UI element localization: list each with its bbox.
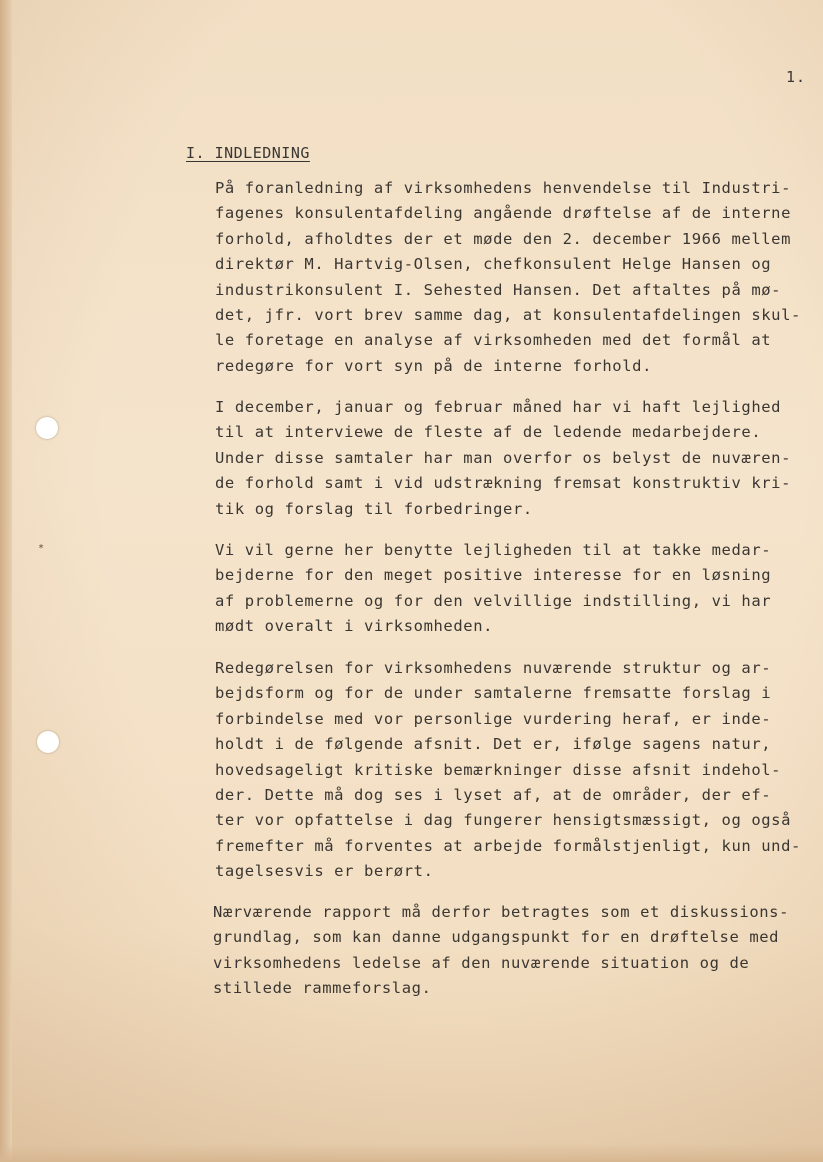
paragraph-1: På foranledning af virksomhedens henvendelse til Industri- fagenes konsulentafdeling angående drøftelse af de interne forhold, afholdtes der et møde den 2. december 1966 mellem direktør M. Hartvig-Olsen, chefkonsulent Helge Hansen og industrikonsulent I. Sehested Hansen. Det aftaltes på mø- det, jfr. vort brev samme dag, at konsulentafdelingen skul- le foretage en analyse af virksomheden med det formål at redegøre for vort syn på de interne forhold. xyxy=(215,179,801,375)
paragraph-3: Vi vil gerne her benytte lejligheden til at takke medar- bejderne for den meget positive interesse for en løsning af problemerne og for den velvillige indstilling, vi har mødt overalt i virksomheden. xyxy=(215,541,772,636)
paragraph-2: I december, januar og februar måned har vi haft lejlighed til at interviewe de fleste af de ledende medarbejdere. Under disse samtaler har man overfor os belyst de nuværen- de forhold samt i vid udstrækning fremsat konstruktiv kri- tik og forslag til forbedringer. xyxy=(215,398,792,518)
paper-speck: * xyxy=(38,543,45,554)
paragraph-4: Redegørelsen for virksomhedens nuværende struktur og ar- bejdsform og for de under samtalerne fremsatte forslag i forbindelse med vor personlige vurdering heraf, er inde- holdt i de følgende afsnit. Det er, ifølge sagens natur, hovedsageligt kritiske bemærkninger disse afsnit indehol- der. Dette må dog ses i lyset af, at de områder, der ef- ter vor opfattelse i dag fungerer hensigtsmæssigt, og også fremefter må forventes at arbejde formålstjenligt, kun und- tagelsesvis er berørt. xyxy=(215,659,801,881)
punch-hole-top xyxy=(36,417,58,439)
page-number: 1. xyxy=(786,68,807,86)
section-heading: I. INDLEDNING xyxy=(186,144,310,162)
page-bottom-edge xyxy=(0,1144,823,1162)
punch-hole-bottom xyxy=(37,731,59,753)
page-left-edge xyxy=(0,0,12,1162)
paragraph-5: Nærværende rapport må derfor betragtes som et diskussions- grundlag, som kan danne udgangspunkt for en drøftelse med virksomhedens ledelse af den nuværende situation og de stillede rammeforslag. xyxy=(213,903,790,998)
